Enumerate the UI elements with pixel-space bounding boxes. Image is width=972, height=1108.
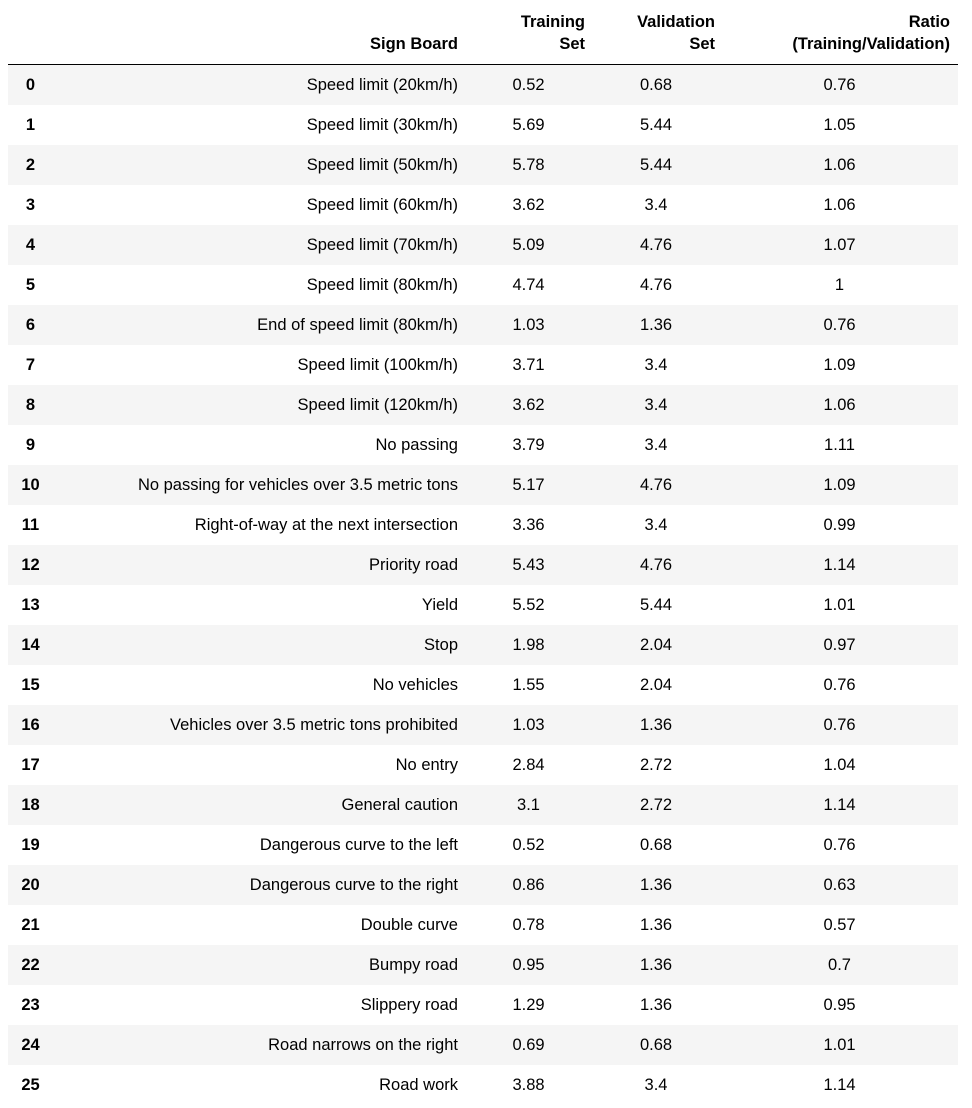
table-row [8, 665, 958, 705]
table-row [8, 625, 958, 665]
row-index: 19 [21, 836, 40, 854]
table-row [8, 425, 958, 465]
sign-board-cell: No passing for vehicles over 3.5 metric tons [137, 476, 458, 494]
sign-board-cell: General caution [341, 796, 458, 814]
validation-set-cell: 5.44 [639, 116, 673, 134]
row-index: 13 [21, 596, 40, 614]
validation-set-cell: 3.4 [644, 356, 668, 374]
table-header [8, 0, 958, 65]
row-index: 14 [21, 636, 40, 654]
ratio-cell: 0.63 [823, 876, 856, 894]
sign-board-cell: Bumpy road [369, 956, 458, 974]
table-row [8, 705, 958, 745]
training-set-cell: 3.36 [512, 516, 545, 534]
sign-board-cell: Dangerous curve to the left [259, 836, 458, 854]
header-index [8, 0, 53, 65]
validation-set-cell: 1.36 [639, 316, 673, 334]
training-set-cell: 2.84 [512, 756, 545, 774]
validation-set-cell: 1.36 [639, 716, 673, 734]
row-index: 25 [21, 1076, 40, 1094]
sign-board-cell: Speed limit (100km/h) [297, 356, 458, 374]
training-set-cell: 5.09 [512, 236, 545, 254]
table-row [8, 465, 958, 505]
ratio-cell: 1.09 [823, 476, 856, 494]
table-row [8, 385, 958, 425]
header-ratio-line1: Ratio [908, 13, 950, 31]
validation-set-cell: 1.36 [639, 876, 673, 894]
validation-set-cell: 5.44 [639, 596, 673, 614]
ratio-cell: 1.06 [823, 156, 856, 174]
ratio-cell: 0.76 [823, 316, 856, 334]
training-set-cell: 3.71 [512, 356, 545, 374]
validation-set-cell: 1.36 [639, 956, 673, 974]
dataframe-table-container [8, 0, 958, 1105]
dataframe-table [8, 0, 958, 1105]
ratio-cell: 0.99 [823, 516, 856, 534]
validation-set-cell: 2.72 [639, 796, 673, 814]
ratio-cell: 1.04 [823, 756, 856, 774]
table-row [8, 345, 958, 385]
ratio-cell: 0.7 [828, 956, 851, 974]
sign-board-cell: Dangerous curve to the right [249, 876, 458, 894]
ratio-cell: 0.95 [823, 996, 856, 1014]
table-row [8, 585, 958, 625]
row-index: 9 [25, 436, 36, 454]
table-row [8, 905, 958, 945]
sign-board-cell: Stop [424, 636, 458, 654]
row-index: 12 [21, 556, 40, 574]
header-training-line1: Training [520, 13, 585, 31]
table-row [8, 865, 958, 905]
row-index: 22 [21, 956, 40, 974]
row-index: 5 [25, 276, 36, 294]
table-row [8, 185, 958, 225]
sign-board-cell: Road narrows on the right [268, 1036, 458, 1054]
validation-set-cell: 3.4 [644, 196, 668, 214]
table-row [8, 945, 958, 985]
sign-board-cell: Slippery road [360, 996, 458, 1014]
validation-set-cell: 2.04 [639, 676, 673, 694]
row-index: 11 [21, 516, 40, 534]
table-row [8, 545, 958, 585]
sign-board-cell: Speed limit (50km/h) [306, 156, 458, 174]
training-set-cell: 5.78 [512, 156, 545, 174]
ratio-cell: 1.01 [823, 1036, 856, 1054]
sign-board-cell: Speed limit (20km/h) [306, 76, 458, 94]
training-set-cell: 1.03 [512, 316, 545, 334]
training-set-cell: 0.69 [512, 1036, 545, 1054]
validation-set-cell: 3.4 [644, 1076, 668, 1094]
ratio-cell: 0.57 [823, 916, 856, 934]
table-row [8, 305, 958, 345]
row-index: 6 [25, 316, 36, 334]
ratio-cell: 1.11 [824, 436, 855, 454]
training-set-cell: 3.1 [517, 796, 540, 814]
row-index: 18 [21, 796, 40, 814]
header-ratio-line2: (Training/Validation) [792, 35, 950, 53]
sign-board-cell: Speed limit (30km/h) [306, 116, 458, 134]
training-set-cell: 0.86 [512, 876, 545, 894]
validation-set-cell: 5.44 [639, 156, 673, 174]
training-set-cell: 4.74 [512, 276, 545, 294]
validation-set-cell: 0.68 [639, 76, 673, 94]
validation-set-cell: 1.36 [639, 916, 673, 934]
ratio-cell: 1.06 [823, 396, 856, 414]
row-index: 7 [25, 356, 36, 374]
header-ratio [721, 0, 958, 65]
ratio-cell: 0.97 [823, 636, 856, 654]
row-index: 23 [21, 996, 40, 1014]
ratio-cell: 1.14 [823, 1076, 856, 1094]
validation-set-cell: 4.76 [639, 276, 673, 294]
ratio-cell: 1.05 [823, 116, 856, 134]
header-training-line2: Set [559, 35, 585, 53]
header-validation-set [591, 0, 721, 65]
header-row [8, 0, 958, 65]
table-row [8, 785, 958, 825]
sign-board-cell: No passing [375, 436, 458, 454]
row-index: 3 [25, 196, 36, 214]
header-training-set [466, 0, 591, 65]
validation-set-cell: 4.76 [639, 476, 673, 494]
training-set-cell: 5.43 [512, 556, 545, 574]
row-index: 24 [21, 1036, 40, 1054]
table-row [8, 825, 958, 865]
table-row [8, 105, 958, 145]
table-row [8, 265, 958, 305]
sign-board-cell: Priority road [369, 556, 458, 574]
row-index: 4 [25, 236, 36, 254]
sign-board-cell: Road work [379, 1076, 458, 1094]
table-row [8, 1025, 958, 1065]
table-row [8, 225, 958, 265]
validation-set-cell: 4.76 [639, 236, 673, 254]
table-row [8, 145, 958, 185]
ratio-cell: 0.76 [823, 676, 856, 694]
training-set-cell: 0.52 [512, 76, 545, 94]
training-set-cell: 3.79 [512, 436, 545, 454]
row-index: 0 [25, 76, 36, 94]
validation-set-cell: 2.04 [639, 636, 673, 654]
sign-board-cell: Right-of-way at the next intersection [194, 516, 458, 534]
training-set-cell: 0.78 [512, 916, 545, 934]
training-set-cell: 3.88 [512, 1076, 545, 1094]
table-body [8, 65, 958, 1106]
training-set-cell: 1.29 [512, 996, 545, 1014]
ratio-cell: 0.76 [823, 76, 856, 94]
ratio-cell: 0.76 [823, 836, 856, 854]
header-validation-line2: Set [689, 35, 715, 53]
training-set-cell: 5.17 [512, 476, 545, 494]
row-index: 10 [21, 476, 40, 494]
row-index: 8 [25, 396, 36, 414]
sign-board-cell: End of speed limit (80km/h) [257, 316, 458, 334]
validation-set-cell: 0.68 [639, 836, 673, 854]
training-set-cell: 3.62 [512, 396, 545, 414]
training-set-cell: 0.52 [512, 836, 545, 854]
sign-board-cell: Yield [421, 596, 458, 614]
sign-board-cell: Speed limit (80km/h) [306, 276, 458, 294]
training-set-cell: 0.95 [512, 956, 545, 974]
ratio-cell: 1.14 [823, 796, 856, 814]
ratio-cell: 1.06 [823, 196, 856, 214]
validation-set-cell: 1.36 [639, 996, 673, 1014]
ratio-cell: 0.76 [823, 716, 856, 734]
ratio-cell: 1.07 [823, 236, 856, 254]
row-index: 2 [25, 156, 36, 174]
row-index: 21 [21, 916, 40, 934]
sign-board-cell: Double curve [360, 916, 458, 934]
table-row [8, 65, 958, 106]
validation-set-cell: 3.4 [644, 436, 668, 454]
training-set-cell: 1.98 [512, 636, 545, 654]
training-set-cell: 5.69 [512, 116, 545, 134]
validation-set-cell: 0.68 [639, 1036, 673, 1054]
ratio-cell: 1.09 [823, 356, 856, 374]
table-row [8, 985, 958, 1025]
ratio-cell: 1.01 [823, 596, 856, 614]
training-set-cell: 1.55 [512, 676, 545, 694]
row-index: 15 [21, 676, 40, 694]
row-index: 16 [21, 716, 40, 734]
table-row [8, 745, 958, 785]
training-set-cell: 1.03 [512, 716, 545, 734]
validation-set-cell: 3.4 [644, 516, 668, 534]
header-sign-board: Sign Board [53, 0, 466, 65]
header-validation-line1: Validation [637, 13, 715, 31]
row-index: 20 [21, 876, 40, 894]
validation-set-cell: 2.72 [639, 756, 673, 774]
sign-board-cell: No vehicles [372, 676, 458, 694]
ratio-cell: 1 [834, 276, 845, 294]
table-row [8, 505, 958, 545]
training-set-cell: 5.52 [512, 596, 545, 614]
sign-board-cell: Speed limit (70km/h) [306, 236, 458, 254]
validation-set-cell: 4.76 [639, 556, 673, 574]
ratio-cell: 1.14 [823, 556, 856, 574]
sign-board-cell: Speed limit (120km/h) [297, 396, 458, 414]
sign-board-cell: Vehicles over 3.5 metric tons prohibited [170, 716, 458, 734]
sign-board-cell: Speed limit (60km/h) [306, 196, 458, 214]
training-set-cell: 3.62 [512, 196, 545, 214]
sign-board-cell: No entry [395, 756, 458, 774]
table-row [8, 1065, 958, 1105]
row-index: 1 [25, 116, 36, 134]
validation-set-cell: 3.4 [644, 396, 668, 414]
row-index: 17 [21, 756, 40, 774]
